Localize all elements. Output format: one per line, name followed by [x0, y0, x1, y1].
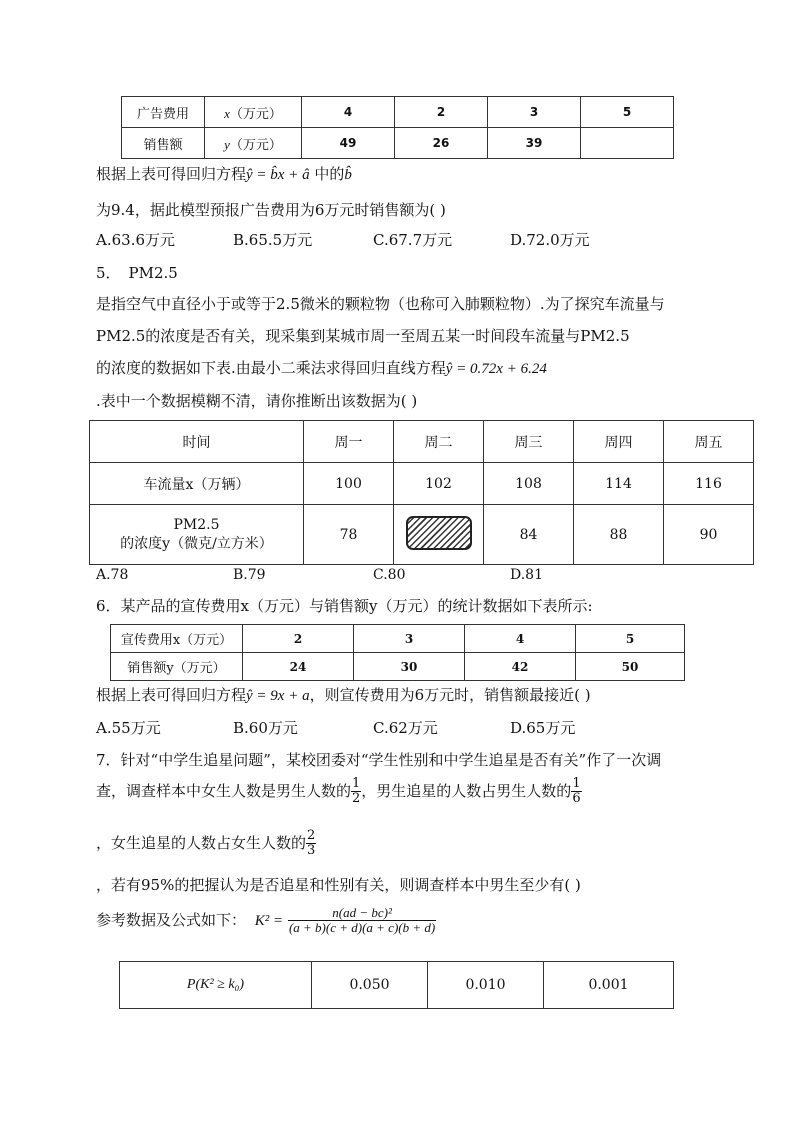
table-cell: 78 [304, 505, 394, 565]
table-header: 周一 [304, 421, 394, 463]
table-cell: 50 [576, 653, 685, 681]
ad-table [121, 96, 674, 159]
q5-line4: .表中一个数据模糊不清，请你推断出该数据为( ) [96, 392, 418, 410]
table-cell: 26 [395, 128, 488, 159]
ad-table-label: 销售额 [122, 128, 205, 159]
q7-line2: 查，调查样本中女生人数是男生人数的 $\frac{1}{2}$ ，男生追星的人数占男生人数的 $\frac{1}{6}$ [96, 776, 581, 807]
q7-line4: ，若有95%的把握认为是否追星和性别有关，则调查样本中男生至少有( ) [96, 876, 581, 894]
table-header: 时间 [90, 421, 304, 463]
choice-a[interactable]: A.78 [96, 567, 129, 583]
table-header: 周二 [394, 421, 484, 463]
table-cell: 39 [488, 128, 581, 159]
ad-table-label: 广告费用 [122, 97, 205, 128]
table-header: P(K² ≥ k₀) [120, 962, 312, 1009]
choice-c[interactable]: C.80 [373, 567, 406, 583]
table-cell: 49 [302, 128, 395, 159]
table-cell: 2 [243, 625, 354, 653]
table-cell: 24 [243, 653, 354, 681]
q6-line2: 根据上表可得回归方程ŷ = 9x + a，则宣传费用为6万元时，销售额最接近( ) [96, 686, 591, 704]
choice-d[interactable]: D.81 [510, 567, 543, 583]
fraction: $\frac{2}{3}$ [307, 828, 316, 859]
q7-line1: 7．针对“中学生追星问题”，某校团委对“学生性别和中学生追星是否有关”作了一次调 [96, 751, 662, 769]
k2-table [119, 961, 674, 1009]
table-cell: 114 [574, 463, 664, 505]
table-header: 周五 [664, 421, 754, 463]
choice-b[interactable]: B.79 [233, 567, 266, 583]
table-cell: 100 [304, 463, 394, 505]
q6-line1: 6．某产品的宣传费用x（万元）与销售额y（万元）的统计数据如下表所示: [96, 597, 593, 615]
q5-number: 5． PM2.5 [96, 264, 178, 282]
formula-fraction: $\frac{\text{n(ad − bc)²}}{(a + b)(c + d)(a + c)(b + d)}$ [288, 905, 436, 936]
table-header: 周三 [484, 421, 574, 463]
table-cell: 0.010 [428, 962, 544, 1009]
choice-b[interactable]: B.60万元 [233, 719, 298, 737]
table-header: 周四 [574, 421, 664, 463]
table-cell: 4 [465, 625, 576, 653]
ad-table-var: x（万元） [205, 97, 302, 128]
choice-d[interactable]: D.72.0万元 [510, 231, 590, 249]
choice-d[interactable]: D.65万元 [510, 719, 576, 737]
row-label: 车流量x（万辆） [90, 463, 304, 505]
table-cell: 2 [395, 97, 488, 128]
table-cell: 90 [664, 505, 754, 565]
table-cell: 88 [574, 505, 664, 565]
fraction: $\frac{1}{2}$ [352, 776, 361, 807]
table-cell: 3 [354, 625, 465, 653]
table-cell: 0.050 [312, 962, 428, 1009]
q7-formula: 参考数据及公式如下： K² = $\frac{\text{n(ad − bc)²}}{(a + b)(c + d)(a + c)(b + d)}$ [96, 905, 436, 936]
ad-table-var: y（万元） [205, 128, 302, 159]
q5-line2: PM2.5的浓度是否有关，现采集到某城市周一至周五某一时间段车流量与PM2.5 [96, 327, 630, 345]
choice-a[interactable]: A.63.6万元 [96, 231, 175, 249]
table-cell: 102 [394, 463, 484, 505]
table-cell: 116 [664, 463, 754, 505]
choice-c[interactable]: C.67.7万元 [373, 231, 453, 249]
table-cell: 0.001 [544, 962, 674, 1009]
table-cell: 5 [581, 97, 674, 128]
table-cell: 108 [484, 463, 574, 505]
table-cell: 3 [488, 97, 581, 128]
table-cell [581, 128, 674, 159]
row-label: PM2.5 的浓度y（微克/立方米） [90, 505, 304, 565]
fraction: $\frac{1}{6}$ [572, 776, 581, 807]
choice-b[interactable]: B.65.5万元 [233, 231, 313, 249]
table-cell: 42 [465, 653, 576, 681]
table-cell: 5 [576, 625, 685, 653]
promo-table [110, 624, 685, 681]
table-cell: 4 [302, 97, 395, 128]
q5-line1: 是指空气中直径小于或等于2.5微米的颗粒物（也称可入肺颗粒物）.为了探究车流量与 [96, 295, 665, 313]
blurred-data-icon [406, 516, 472, 550]
q5-line3: 的浓度的数据如下表.由最小二乘法求得回归直线方程ŷ = 0.72x + 6.24 [96, 359, 547, 377]
choice-a[interactable]: A.55万元 [96, 719, 161, 737]
table-cell: 30 [354, 653, 465, 681]
q4-line2: 为9.4，据此模型预报广告费用为6万元时销售额为( ) [96, 201, 446, 219]
q7-line3: ，女生追星的人数占女生人数的 $\frac{2}{3}$ [96, 828, 316, 859]
choice-c[interactable]: C.62万元 [373, 719, 438, 737]
pm-table [89, 420, 754, 565]
blurred-cell [394, 505, 484, 565]
table-cell: 84 [484, 505, 574, 565]
q4-line1: 根据上表可得回归方程ŷ = b̂x + â 中的b̂ [96, 165, 352, 183]
row-label: 销售额y（万元） [111, 653, 243, 681]
row-label: 宣传费用x（万元） [111, 625, 243, 653]
